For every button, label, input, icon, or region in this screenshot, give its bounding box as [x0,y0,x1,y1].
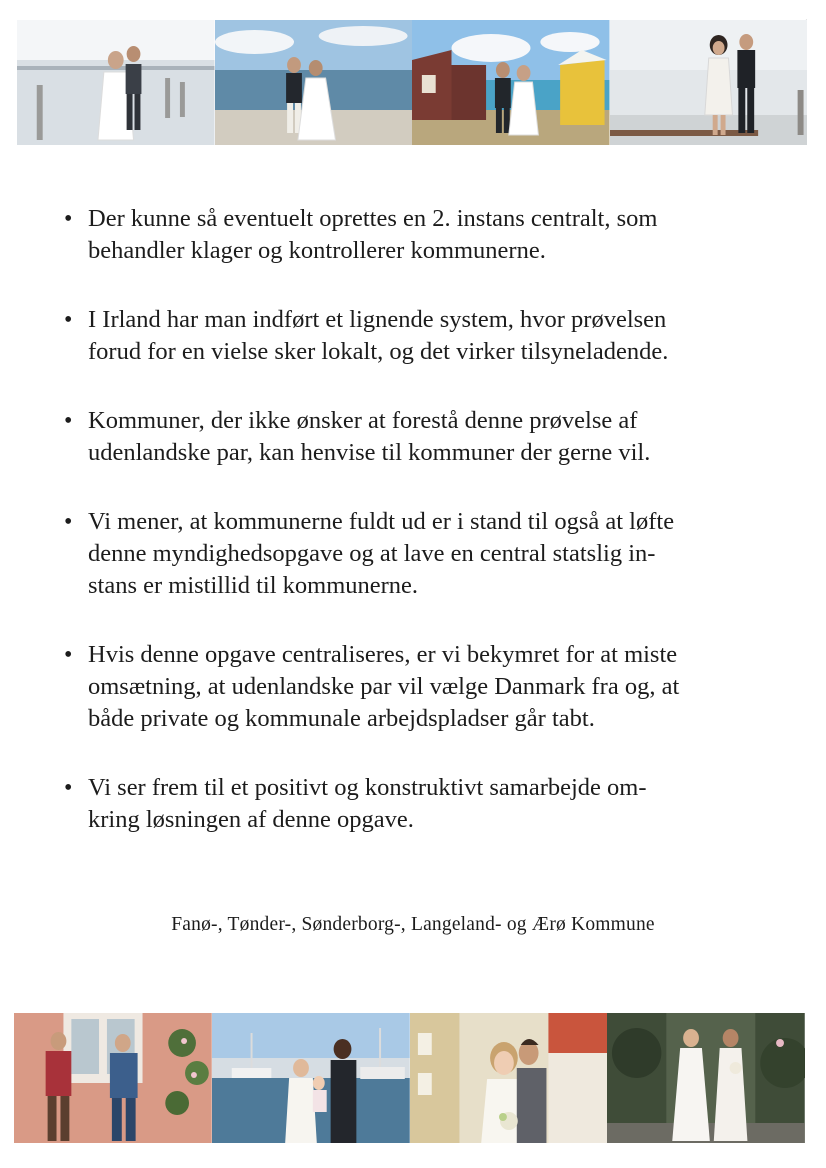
wedding-couple-beach-photo [215,20,413,145]
brides-couple-garden-photo [607,1013,805,1143]
header-photo-strip [17,20,807,145]
wedding-couple-pier-photo [17,20,215,145]
bullet-item [60,405,780,469]
bullet-icon: • [64,642,73,668]
bullet-text: I Irland har man indført et lignende system, hvor prøvelsen forud for en vielse sker lokalt, og det virker tilsyneladende. [88,306,669,365]
bullet-icon: • [64,408,73,434]
couple-town-street-photo [410,1013,608,1143]
bullet-list [60,203,780,873]
signature-line: Fanø-, Tønder-, Sønderborg-, Langeland- og Ærø Kommune [171,914,655,935]
bullet-item [60,203,780,267]
bullet-icon: • [64,509,73,535]
bullet-icon: • [64,206,73,232]
bullet-text: Kommuner, der ikke ønsker at forestå denne prøvelse af udenlandske par, kan henvise til kommuner der gerne vil. [88,407,651,466]
bullet-text: Der kunne så eventuelt oprettes en 2. instans centralt, som behandler klager og kontrollerer kommunerne. [88,205,658,264]
bullet-text: Hvis denne opgave centraliseres, er vi bekymret for at miste omsætning, at udenlandske par vil vælge Danmark fra og, at både private og kommunale arbejdspladser går tabt. [88,641,680,732]
bullet-item [60,506,780,602]
wedding-couple-jetty-photo [610,20,808,145]
footer-photo-strip [14,1013,805,1143]
bullet-text: Vi ser frem til et positivt og konstruktivt samarbejde om- kring løsningen af denne opgave. [88,774,647,833]
bullet-icon: • [64,307,73,333]
bullet-icon: • [64,775,73,801]
wedding-couple-beach-huts-photo [412,20,610,145]
family-harbour-photo [212,1013,410,1143]
bullet-text: Vi mener, at kommunerne fuldt ud er i stand til også at løfte denne myndighedsopgave og at lave en central statslig in- stans er mistillid til kommunerne. [88,508,675,599]
grooms-couple-photo [14,1013,212,1143]
bullet-item [60,304,780,368]
bullet-item [60,772,780,836]
bullet-item [60,639,780,735]
